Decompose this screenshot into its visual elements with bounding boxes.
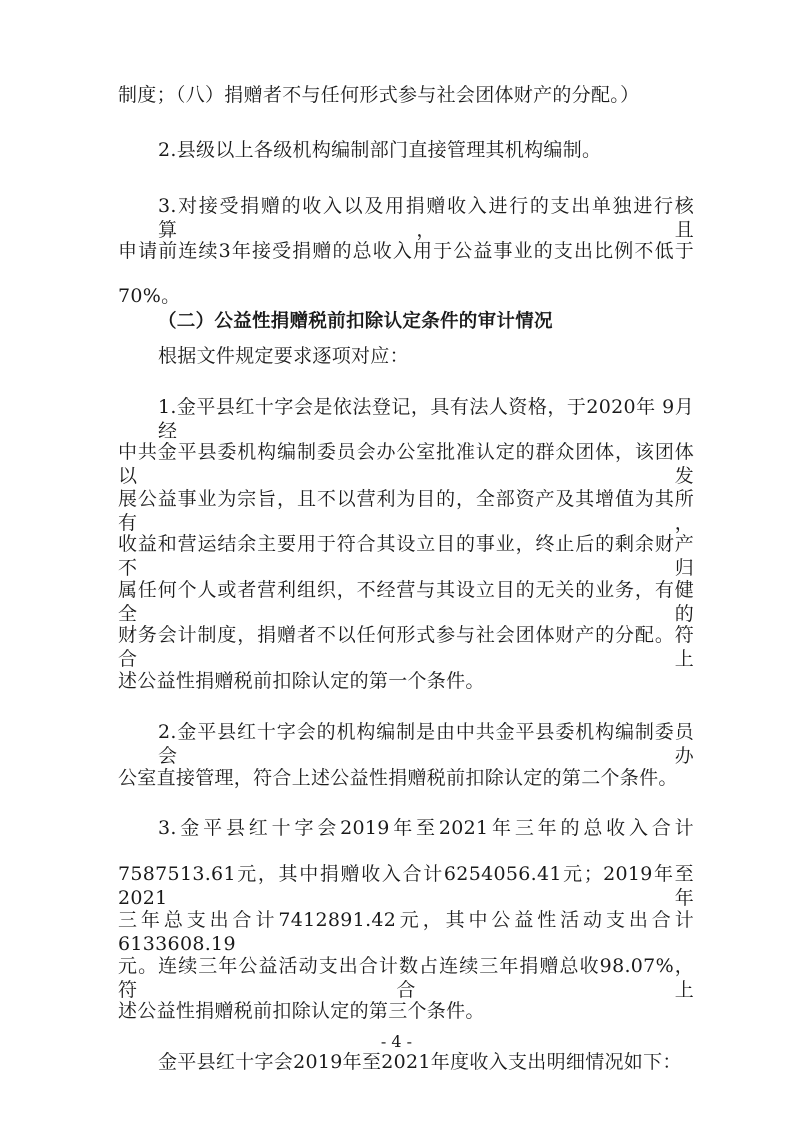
text-line: 财务会计制度，捐赠者不以任何形式参与社会团体财产的分配。符合上: [118, 624, 694, 670]
text-line: 中共金平县委机构编制委员会办公室批准认定的群众团体，该团体以发: [118, 441, 694, 487]
section-heading: （二）公益性捐赠税前扣除认定条件的审计情况: [158, 311, 553, 332]
text-line: 70%。: [118, 285, 181, 307]
text-line: 2.金平县红十字会的机构编制是由中共金平县委机构编制委员会办: [158, 721, 694, 767]
text-line: 元。连续三年公益活动支出合计数占连续三年捐赠总收98.07%，符合上: [118, 955, 694, 1001]
text-line: 7587513.61元，其中捐赠收入合计6254056.41元；2019年至2021年: [118, 863, 694, 909]
text-line: 1.金平县红十字会是依法登记，具有法人资格，于2020年 9月经: [158, 396, 694, 442]
page-number: - 4 -: [380, 1032, 413, 1051]
text-line: 述公益性捐赠税前扣除认定的第三个条件。: [118, 1000, 485, 1022]
text-line: 金平县红十字会2019年至2021年度收入支出明细情况如下：: [158, 1051, 682, 1073]
text-line: 制度；（八）捐赠者不与任何形式参与社会团体财产的分配。）: [118, 84, 640, 106]
text-line: 属任何个人或者营利组织，不经营与其设立目的无关的业务，有健全的: [118, 579, 694, 625]
text-line: 三年总支出合计7412891.42元，其中公益性活动支出合计6133608.19: [118, 909, 694, 955]
text-line: 述公益性捐赠税前扣除认定的第一个条件。: [118, 670, 485, 692]
text-line: 公室直接管理，符合上述公益性捐赠税前扣除认定的第二个条件。: [118, 767, 678, 789]
text-line: 收益和营运结余主要用于符合其设立目的事业，终止后的剩余财产不归: [118, 533, 694, 579]
text-line: 展公益事业为宗旨，且不以营利为目的，全部资产及其增值为其所有，: [118, 488, 694, 534]
text-line: 申请前连续3年接受捐赠的总收入用于公益事业的支出比例不低于: [118, 240, 694, 262]
text-line: 3.对接受捐赠的收入以及用捐赠收入进行的支出单独进行核算，且: [158, 195, 694, 241]
text-line: 根据文件规定要求逐项对应：: [158, 345, 409, 367]
text-line: 3.金平县红十字会2019年至2021年三年的总收入合计: [158, 817, 694, 839]
text-line: 2.县级以上各级机构编制部门直接管理其机构编制。: [158, 139, 602, 161]
